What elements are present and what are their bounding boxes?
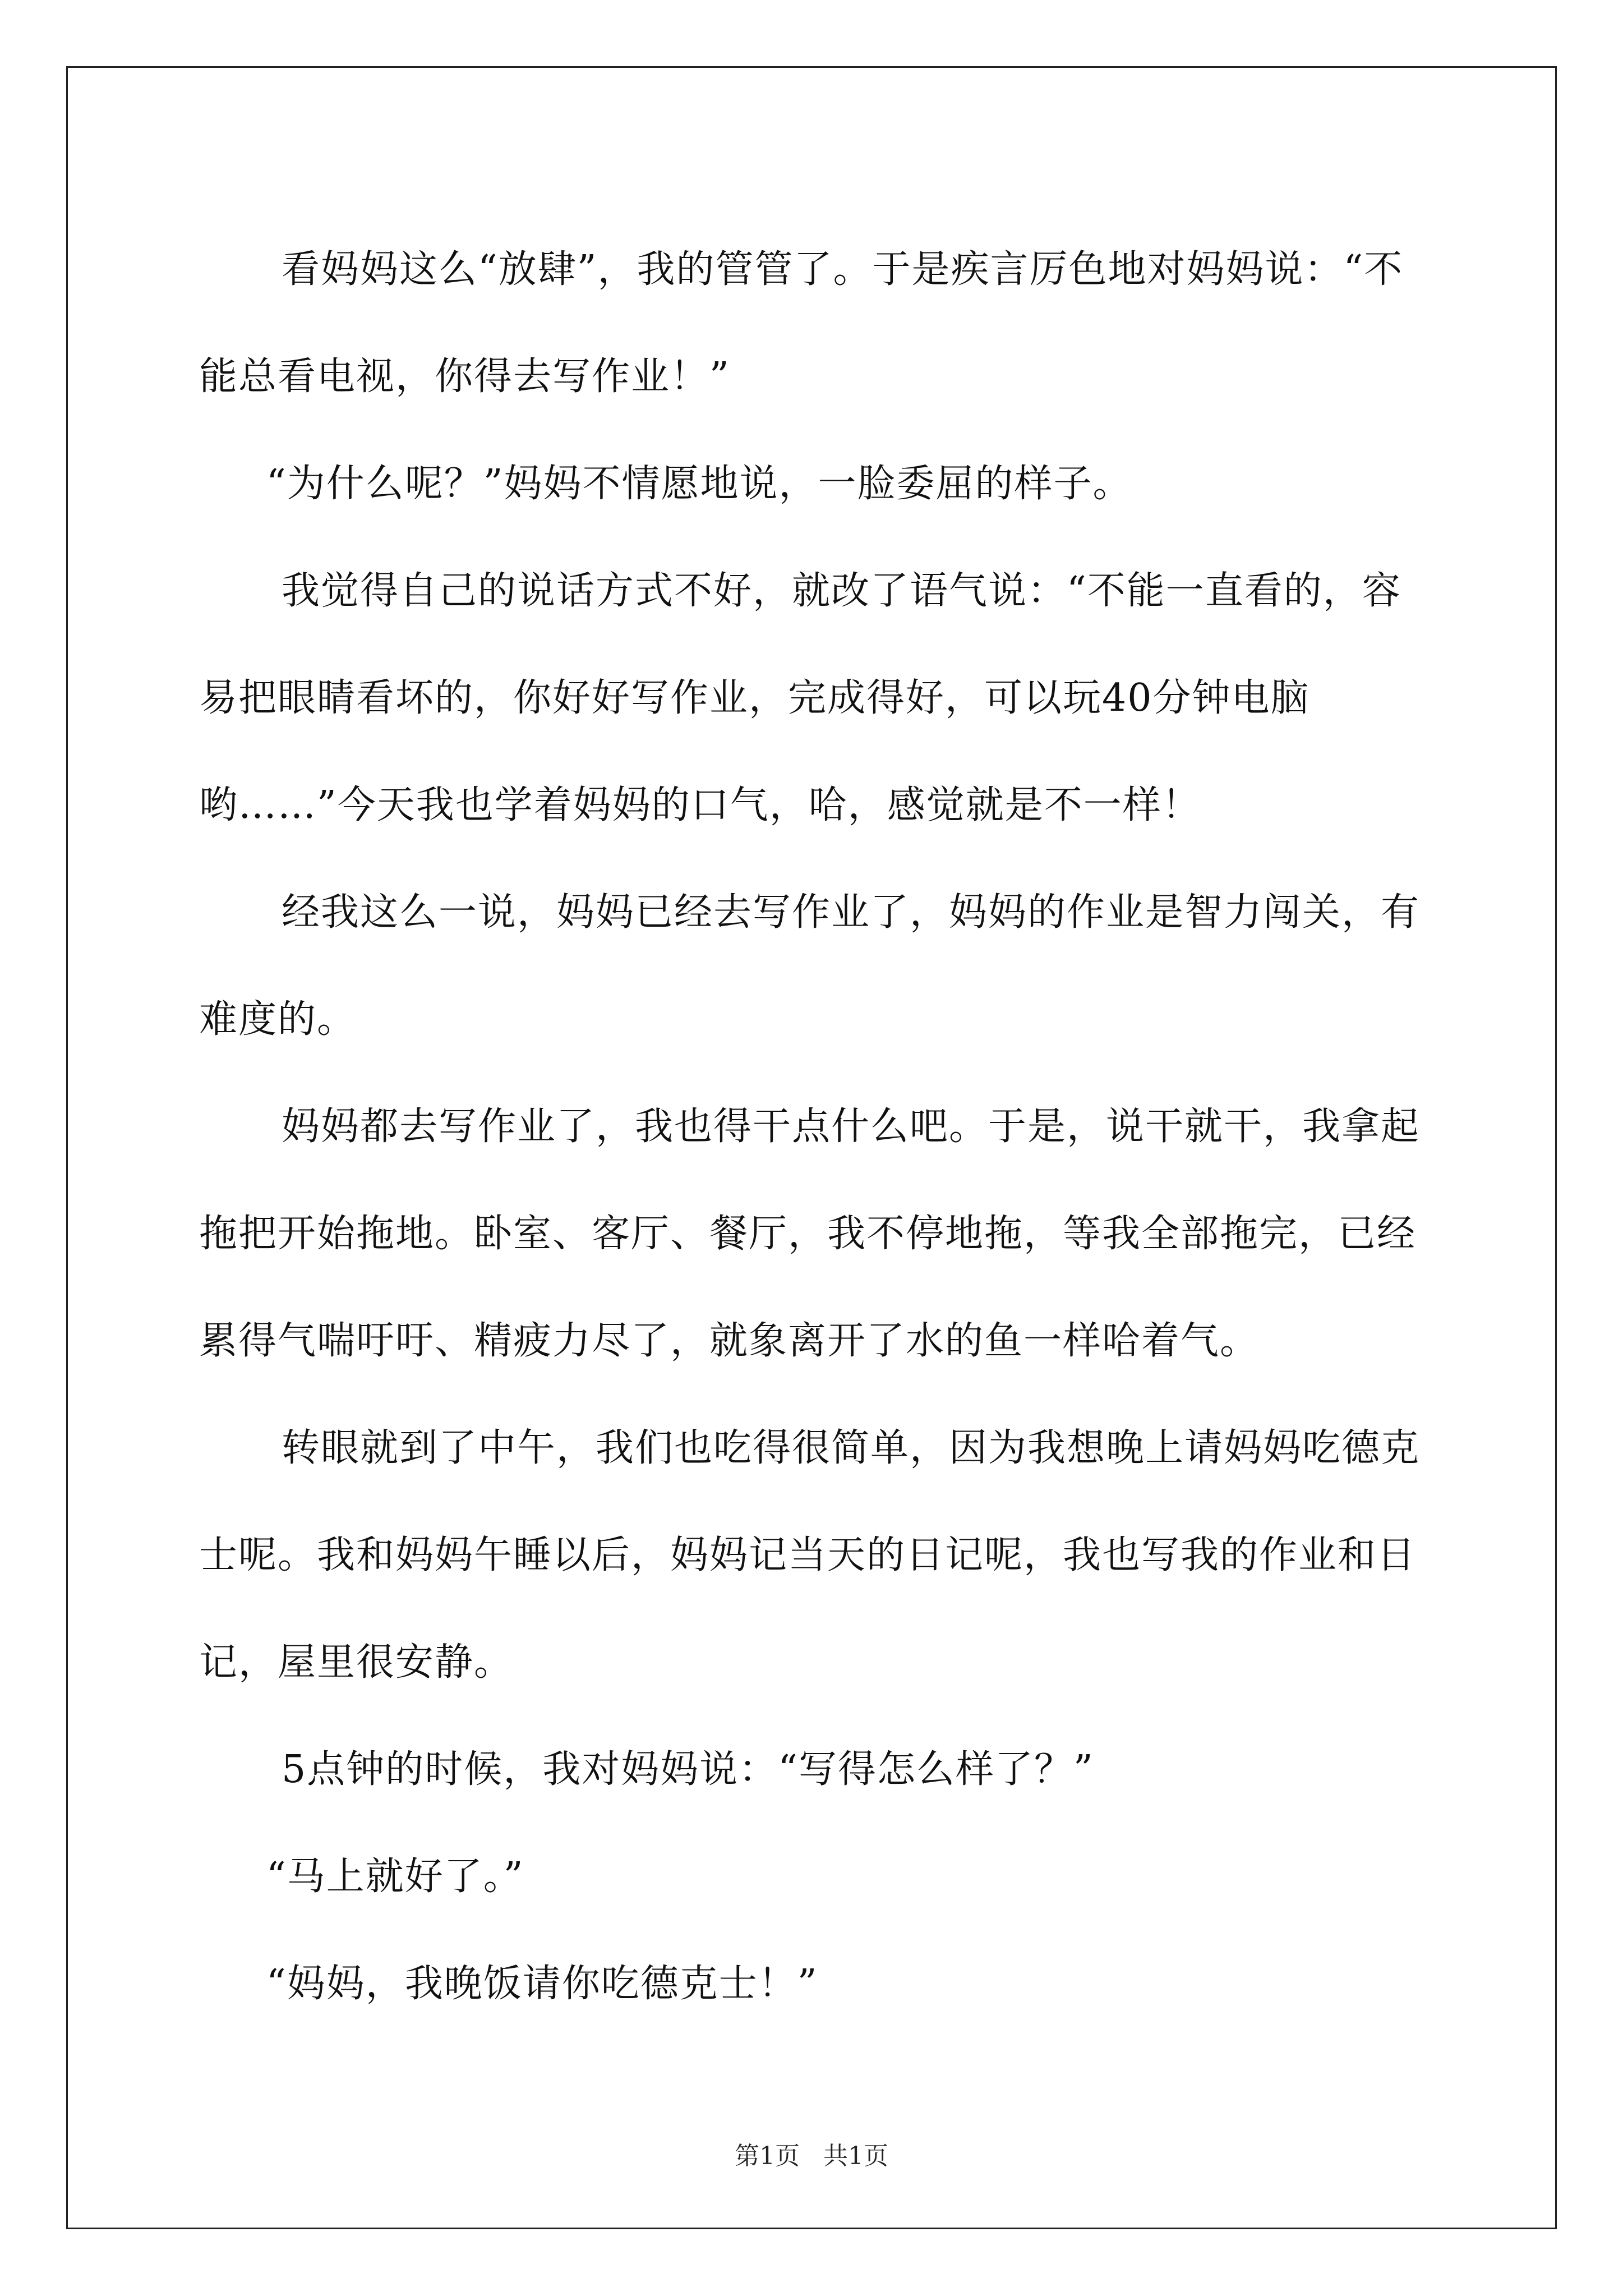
paragraph-1: 看妈妈这么“放肆”，我的管管了。于是疾言厉色地对妈妈说：“不能总看电视，你得去写作业！” (199, 247, 1404, 399)
paragraph-7: 5点钟的时候，我对妈妈说：“写得怎么样了？” (282, 1747, 1094, 1792)
paragraph-5: 妈妈都去写作业了，我也得干点什么吧。于是，说干就干，我拿起拖把开始拖地。卧室、客厅、餐厅，我不停地拖，等我全部拖完，已经累得气喘吁吁、精疲力尽了，就象离开了水的鱼一样哈着气。 (199, 1105, 1421, 1363)
paragraph-6: 转眼就到了中午，我们也吃得很简单，因为我想晚上请妈妈吃德克士呢。我和妈妈午睡以后，妈妈记当天的日记呢，我也写我的作业和日记，屋里很安静。 (199, 1426, 1421, 1685)
paragraph-4: 经我这么一说，妈妈已经去写作业了，妈妈的作业是智力闯关，有难度的。 (199, 890, 1421, 1042)
page-number-total: 共1页 (823, 2142, 888, 2170)
paragraph-9: “妈妈，我晚饭请你吃德克士！” (266, 1962, 818, 2006)
paragraph-3: 我觉得自己的说话方式不好，就改了语气说：“不能一直看的，容易把眼睛看坏的，你好好写作业，完成得好，可以玩40分钟电脑哟……”今天我也学着妈妈的口气，哈，感觉就是不一样！ (199, 569, 1401, 827)
page-number-current: 第1页 (735, 2142, 800, 2170)
paragraph-2: “为什么呢？”妈妈不情愿地说，一脸委屈的样子。 (266, 462, 1132, 506)
document-body (199, 216, 1433, 2037)
paragraph-8: “马上就好了。” (266, 1855, 524, 1899)
page-footer (0, 2136, 1623, 2171)
